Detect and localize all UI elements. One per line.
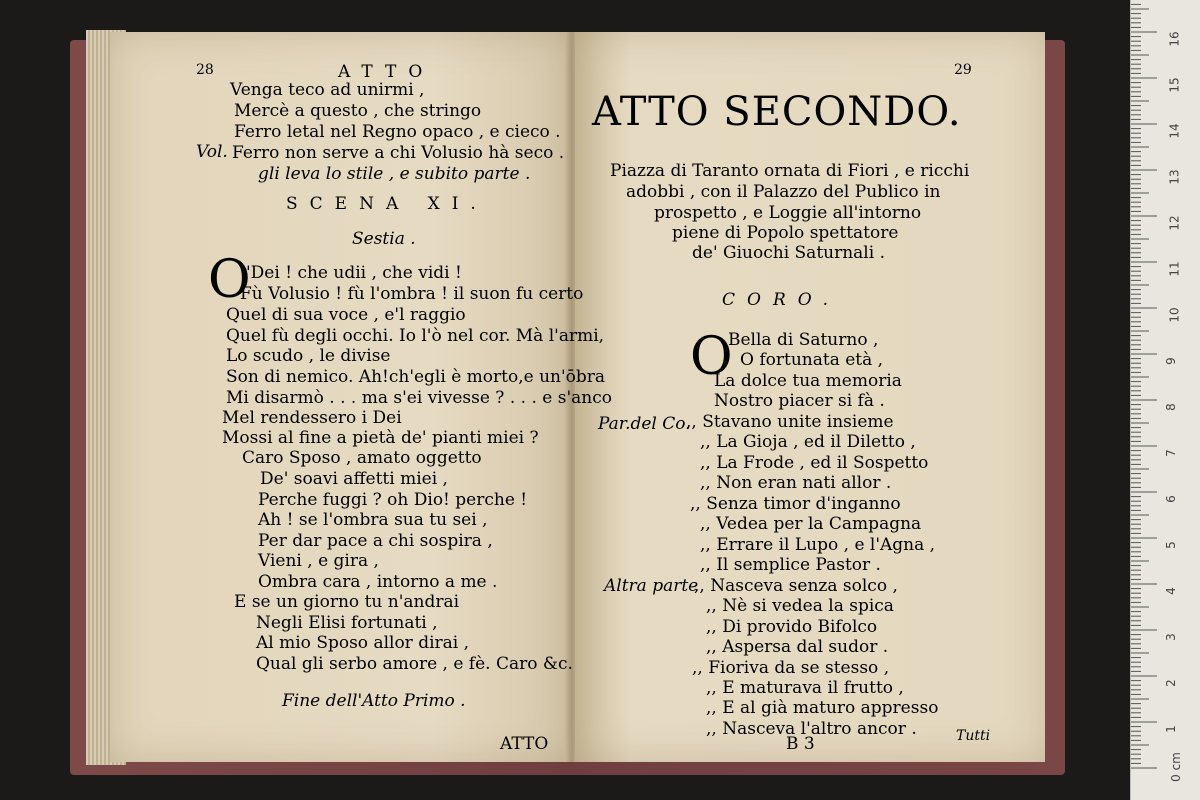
left-page-number: 28 bbox=[196, 62, 214, 78]
chorus-line: ,, Senza timor d'inganno bbox=[690, 494, 901, 514]
speaker-label: Vol. bbox=[196, 142, 228, 162]
verse-line: Mossi al fine a pietà de' pianti miei ? bbox=[222, 428, 539, 448]
verse-line: Ferro letal nel Regno opaco , e cieco . bbox=[234, 122, 561, 142]
ruler-number: 3 bbox=[1163, 633, 1178, 641]
chorus-line: ,, Fioriva da se stesso , bbox=[692, 658, 890, 678]
ruler-number: 15 bbox=[1167, 77, 1182, 93]
setting-line: piene di Popolo spettatore bbox=[672, 223, 899, 243]
drop-cap: O bbox=[208, 250, 251, 310]
ruler-number: 11 bbox=[1167, 261, 1182, 277]
ruler-number: 5 bbox=[1163, 541, 1178, 549]
setting-line: prospetto , e Loggie all'intorno bbox=[654, 203, 922, 223]
coro-heading: CORO. bbox=[722, 290, 841, 310]
verse-line: Quel di sua voce , e'l raggio bbox=[226, 305, 466, 325]
drop-cap: O bbox=[690, 327, 733, 387]
chorus-line: ,, La Gioja , ed il Diletto , bbox=[700, 432, 916, 452]
act-end-line: Fine dell'Atto Primo . bbox=[282, 691, 466, 711]
verse-line: Quel fù degli occhi. Io l'ò nel cor. Mà l'armi, bbox=[226, 326, 605, 346]
chorus-line: O fortunata età , bbox=[740, 350, 884, 370]
verse-line: Ah ! se l'ombra sua tu sei , bbox=[258, 510, 488, 530]
verse-line: Ombra cara , intorno a me . bbox=[258, 572, 498, 592]
ruler-number: 14 bbox=[1167, 123, 1182, 139]
verse-line: Mi disarmò . . . ma s'ei vivesse ? . . . e s'anco bbox=[226, 388, 612, 408]
scale-ruler bbox=[1130, 0, 1200, 800]
chorus-line: ,, Il semplice Pastor . bbox=[700, 555, 881, 575]
verse-line: Venga teco ad unirmi , bbox=[230, 80, 425, 100]
ruler-unit-label: 0 cm bbox=[1168, 752, 1183, 782]
chorus-line: ,, Di provido Bifolco bbox=[706, 617, 878, 637]
chorus-line: ,, Non eran nati allor . bbox=[700, 473, 892, 493]
verse-line: Son di nemico. Ah!ch'egli è morto,e un'ōbra bbox=[226, 367, 606, 387]
verse-line: Lo scudo , le divise bbox=[226, 346, 391, 366]
ruler-number: 2 bbox=[1163, 679, 1178, 687]
verse-line: De' soavi affetti miei , bbox=[260, 469, 448, 489]
right-page-number: 29 bbox=[954, 62, 972, 78]
chorus-line: ,, Nasceva senza solco , bbox=[694, 576, 898, 596]
verse-line: Ferro non serve a chi Volusio hà seco . bbox=[232, 143, 565, 163]
verse-line: Caro Sposo , amato oggetto bbox=[242, 448, 482, 468]
ruler-number: 12 bbox=[1167, 215, 1182, 231]
ruler-number: 4 bbox=[1163, 587, 1178, 595]
verse-line: Mel rendessero i Dei bbox=[222, 408, 402, 428]
verse-line: Al mio Sposo allor dirai , bbox=[256, 633, 470, 653]
verse-line: Per dar pace a chi sospira , bbox=[258, 531, 493, 551]
ruler-number: 10 bbox=[1167, 307, 1182, 323]
ruler-number: 1 bbox=[1163, 725, 1178, 733]
chorus-line: ,, Nasceva l'altro ancor . bbox=[706, 719, 917, 739]
verse-line: Negli Elisi fortunati , bbox=[256, 613, 438, 633]
chorus-line: ,, Aspersa dal sudor . bbox=[706, 637, 889, 657]
verse-line: Vieni , e gira , bbox=[258, 551, 379, 571]
verse-line: Mercè a questo , che stringo bbox=[234, 101, 482, 121]
ruler-number: 9 bbox=[1163, 357, 1178, 365]
stage-direction: gli leva lo stile , e subito parte . bbox=[258, 164, 531, 184]
verse-line: E se un giorno tu n'andrai bbox=[234, 592, 460, 612]
chorus-line: ,, La Frode , ed il Sospetto bbox=[700, 453, 929, 473]
chorus-line: Nostro piacer si fà . bbox=[714, 391, 885, 411]
scene-character: Sestia . bbox=[352, 229, 416, 249]
chorus-line: ,, Stavano unite insieme bbox=[686, 412, 894, 432]
speaker-label: Par.del Co. bbox=[598, 414, 691, 434]
verse-line: Fù Volusio ! fù l'ombra ! il suon fu certo bbox=[240, 284, 584, 304]
verse-line: 'Dei ! che udii , che vidi ! bbox=[246, 263, 462, 283]
ruler-number: 8 bbox=[1163, 403, 1178, 411]
ruler-number: 7 bbox=[1163, 449, 1178, 457]
catchword: Tutti bbox=[956, 728, 991, 744]
catchword: ATTO bbox=[500, 734, 549, 754]
act-title: ATTO SECONDO. bbox=[592, 89, 962, 135]
ruler-number: 16 bbox=[1167, 31, 1182, 47]
setting-line: de' Giuochi Saturnali . bbox=[692, 243, 885, 263]
chorus-line: ,, E maturava il frutto , bbox=[706, 678, 904, 698]
chorus-line: ,, Errare il Lupo , e l'Agna , bbox=[700, 535, 936, 555]
chorus-line: ,, Vedea per la Campagna bbox=[700, 514, 922, 534]
setting-line: Piazza di Taranto ornata di Fiori , e ricchi bbox=[610, 161, 970, 181]
chorus-line: La dolce tua memoria bbox=[714, 371, 902, 391]
verse-line: Perche fuggi ? oh Dio! perche ! bbox=[258, 490, 528, 510]
chorus-line: Bella di Saturno , bbox=[728, 330, 879, 350]
scene-heading: SCENA XI. bbox=[286, 194, 488, 214]
left-running-head: ATTO bbox=[338, 62, 435, 82]
chorus-line: ,, Nè si vedea la spica bbox=[706, 596, 894, 616]
verse-line: Qual gli serbo amore , e fè. Caro &c. bbox=[256, 654, 573, 674]
ruler-number: 13 bbox=[1167, 169, 1182, 185]
setting-line: adobbi , con il Palazzo del Publico in bbox=[626, 182, 941, 202]
ruler-number: 6 bbox=[1163, 495, 1178, 503]
chorus-line: ,, E al già maturo appresso bbox=[706, 698, 939, 718]
signature-mark: B 3 bbox=[786, 734, 815, 754]
speaker-label: Altra parte bbox=[604, 576, 699, 596]
